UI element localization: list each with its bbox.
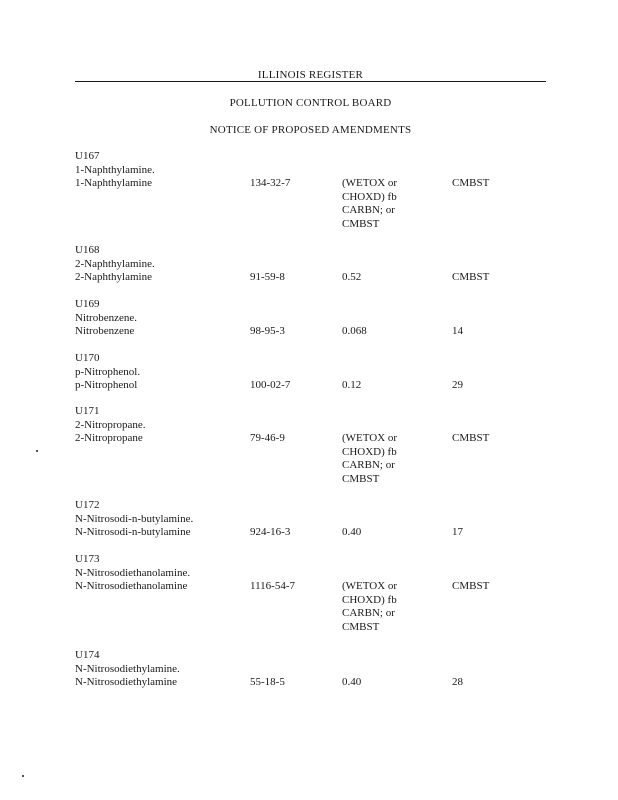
nonwastewater-standard: 17 <box>452 526 463 538</box>
wastewater-standard: (WETOX or <box>342 177 398 189</box>
waste-code: U170 <box>75 352 100 364</box>
waste-code: U169 <box>75 298 100 310</box>
constituent-name: 1-Naphthylamine <box>75 177 152 189</box>
scan-speck <box>36 450 38 452</box>
waste-entry <box>75 405 546 486</box>
wastewater-standard-cont: CMBST <box>342 217 380 230</box>
wastewater-standard-cont: CMBST <box>342 620 380 633</box>
waste-code: U174 <box>75 649 100 661</box>
wastewater-standard: (WETOX or <box>342 432 398 444</box>
waste-entry <box>75 499 546 540</box>
wastewater-standard-cont: CHOXD) fb <box>342 593 397 606</box>
waste-entry <box>75 244 546 285</box>
waste-code: U172 <box>75 499 100 511</box>
waste-code: U173 <box>75 553 100 565</box>
entry-row <box>75 526 546 540</box>
header-rule <box>75 81 546 82</box>
nonwastewater-standard: 29 <box>452 379 463 391</box>
wastewater-standard: 0.40 <box>342 526 362 538</box>
entry-row <box>75 379 546 393</box>
waste-synonym: p-Nitrophenol. <box>75 365 141 378</box>
waste-synonym: N-Nitrosodiethylamine. <box>75 662 180 675</box>
wastewater-standard-cont: CARBN; or <box>342 459 395 471</box>
cas-number: 100-02-7 <box>250 379 291 391</box>
entry-row <box>75 177 546 191</box>
waste-entry <box>75 150 546 231</box>
nonwastewater-standard: 28 <box>452 676 463 688</box>
nonwastewater-standard: 14 <box>452 325 463 337</box>
nonwastewater-standard: CMBST <box>452 432 490 444</box>
constituent-name: N-Nitrosodiethanolamine <box>75 580 188 592</box>
waste-synonym: N-Nitrosodi-n-butylamine. <box>75 512 194 525</box>
wastewater-standard: 0.40 <box>342 676 362 688</box>
cas-number: 924-16-3 <box>250 526 291 538</box>
wastewater-standard-cont: CMBST <box>342 472 380 485</box>
cas-number: 1116-54-7 <box>250 580 296 592</box>
entry-row <box>75 432 546 446</box>
wastewater-standard: 0.52 <box>342 271 362 283</box>
waste-synonym: 2-Nitropropane. <box>75 418 146 431</box>
entry-row <box>75 325 546 339</box>
waste-code: U167 <box>75 150 100 162</box>
waste-code: U168 <box>75 244 100 256</box>
wastewater-standard: 0.12 <box>342 379 362 391</box>
wastewater-standard: (WETOX or <box>342 580 398 592</box>
constituent-name: N-Nitrosodiethylamine <box>75 676 178 688</box>
cas-number: 55-18-5 <box>250 676 285 688</box>
cas-number: 134-32-7 <box>250 177 291 189</box>
constituent-name: p-Nitrophenol <box>75 379 138 391</box>
waste-synonym: 2-Naphthylamine. <box>75 257 155 270</box>
board-title: POLLUTION CONTROL BOARD <box>229 97 392 109</box>
constituent-name: 2-Nitropropane <box>75 432 143 444</box>
waste-synonym: N-Nitrosodiethanolamine. <box>75 566 191 579</box>
waste-entry <box>75 352 546 393</box>
nonwastewater-standard: CMBST <box>452 580 490 592</box>
waste-entry <box>75 649 546 690</box>
constituent-name: Nitrobenzene <box>75 325 135 337</box>
entry-row <box>75 271 546 285</box>
notice-title: NOTICE OF PROPOSED AMENDMENTS <box>209 124 412 136</box>
wastewater-standard-cont: CHOXD) fb <box>342 190 397 203</box>
wastewater-standard: 0.068 <box>342 325 367 337</box>
waste-entry <box>75 553 546 634</box>
nonwastewater-standard: CMBST <box>452 271 490 283</box>
cas-number: 91-59-8 <box>250 271 285 283</box>
wastewater-standard-cont: CARBN; or <box>342 607 395 619</box>
waste-code: U171 <box>75 405 100 417</box>
cas-number: 98-95-3 <box>250 325 285 337</box>
constituent-name: N-Nitrosodi-n-butylamine <box>75 526 191 538</box>
waste-entry <box>75 298 546 339</box>
wastewater-standard-cont: CHOXD) fb <box>342 445 397 458</box>
waste-synonym: 1-Naphthylamine. <box>75 163 155 176</box>
constituent-name: 2-Naphthylamine <box>75 271 152 283</box>
scan-speck <box>22 775 24 777</box>
entry-row <box>75 580 546 594</box>
wastewater-standard-cont: CARBN; or <box>342 204 395 216</box>
entry-row <box>75 676 546 690</box>
nonwastewater-standard: CMBST <box>452 177 490 189</box>
waste-synonym: Nitrobenzene. <box>75 311 137 324</box>
cas-number: 79-46-9 <box>250 432 285 444</box>
register-title: ILLINOIS REGISTER <box>257 69 364 81</box>
